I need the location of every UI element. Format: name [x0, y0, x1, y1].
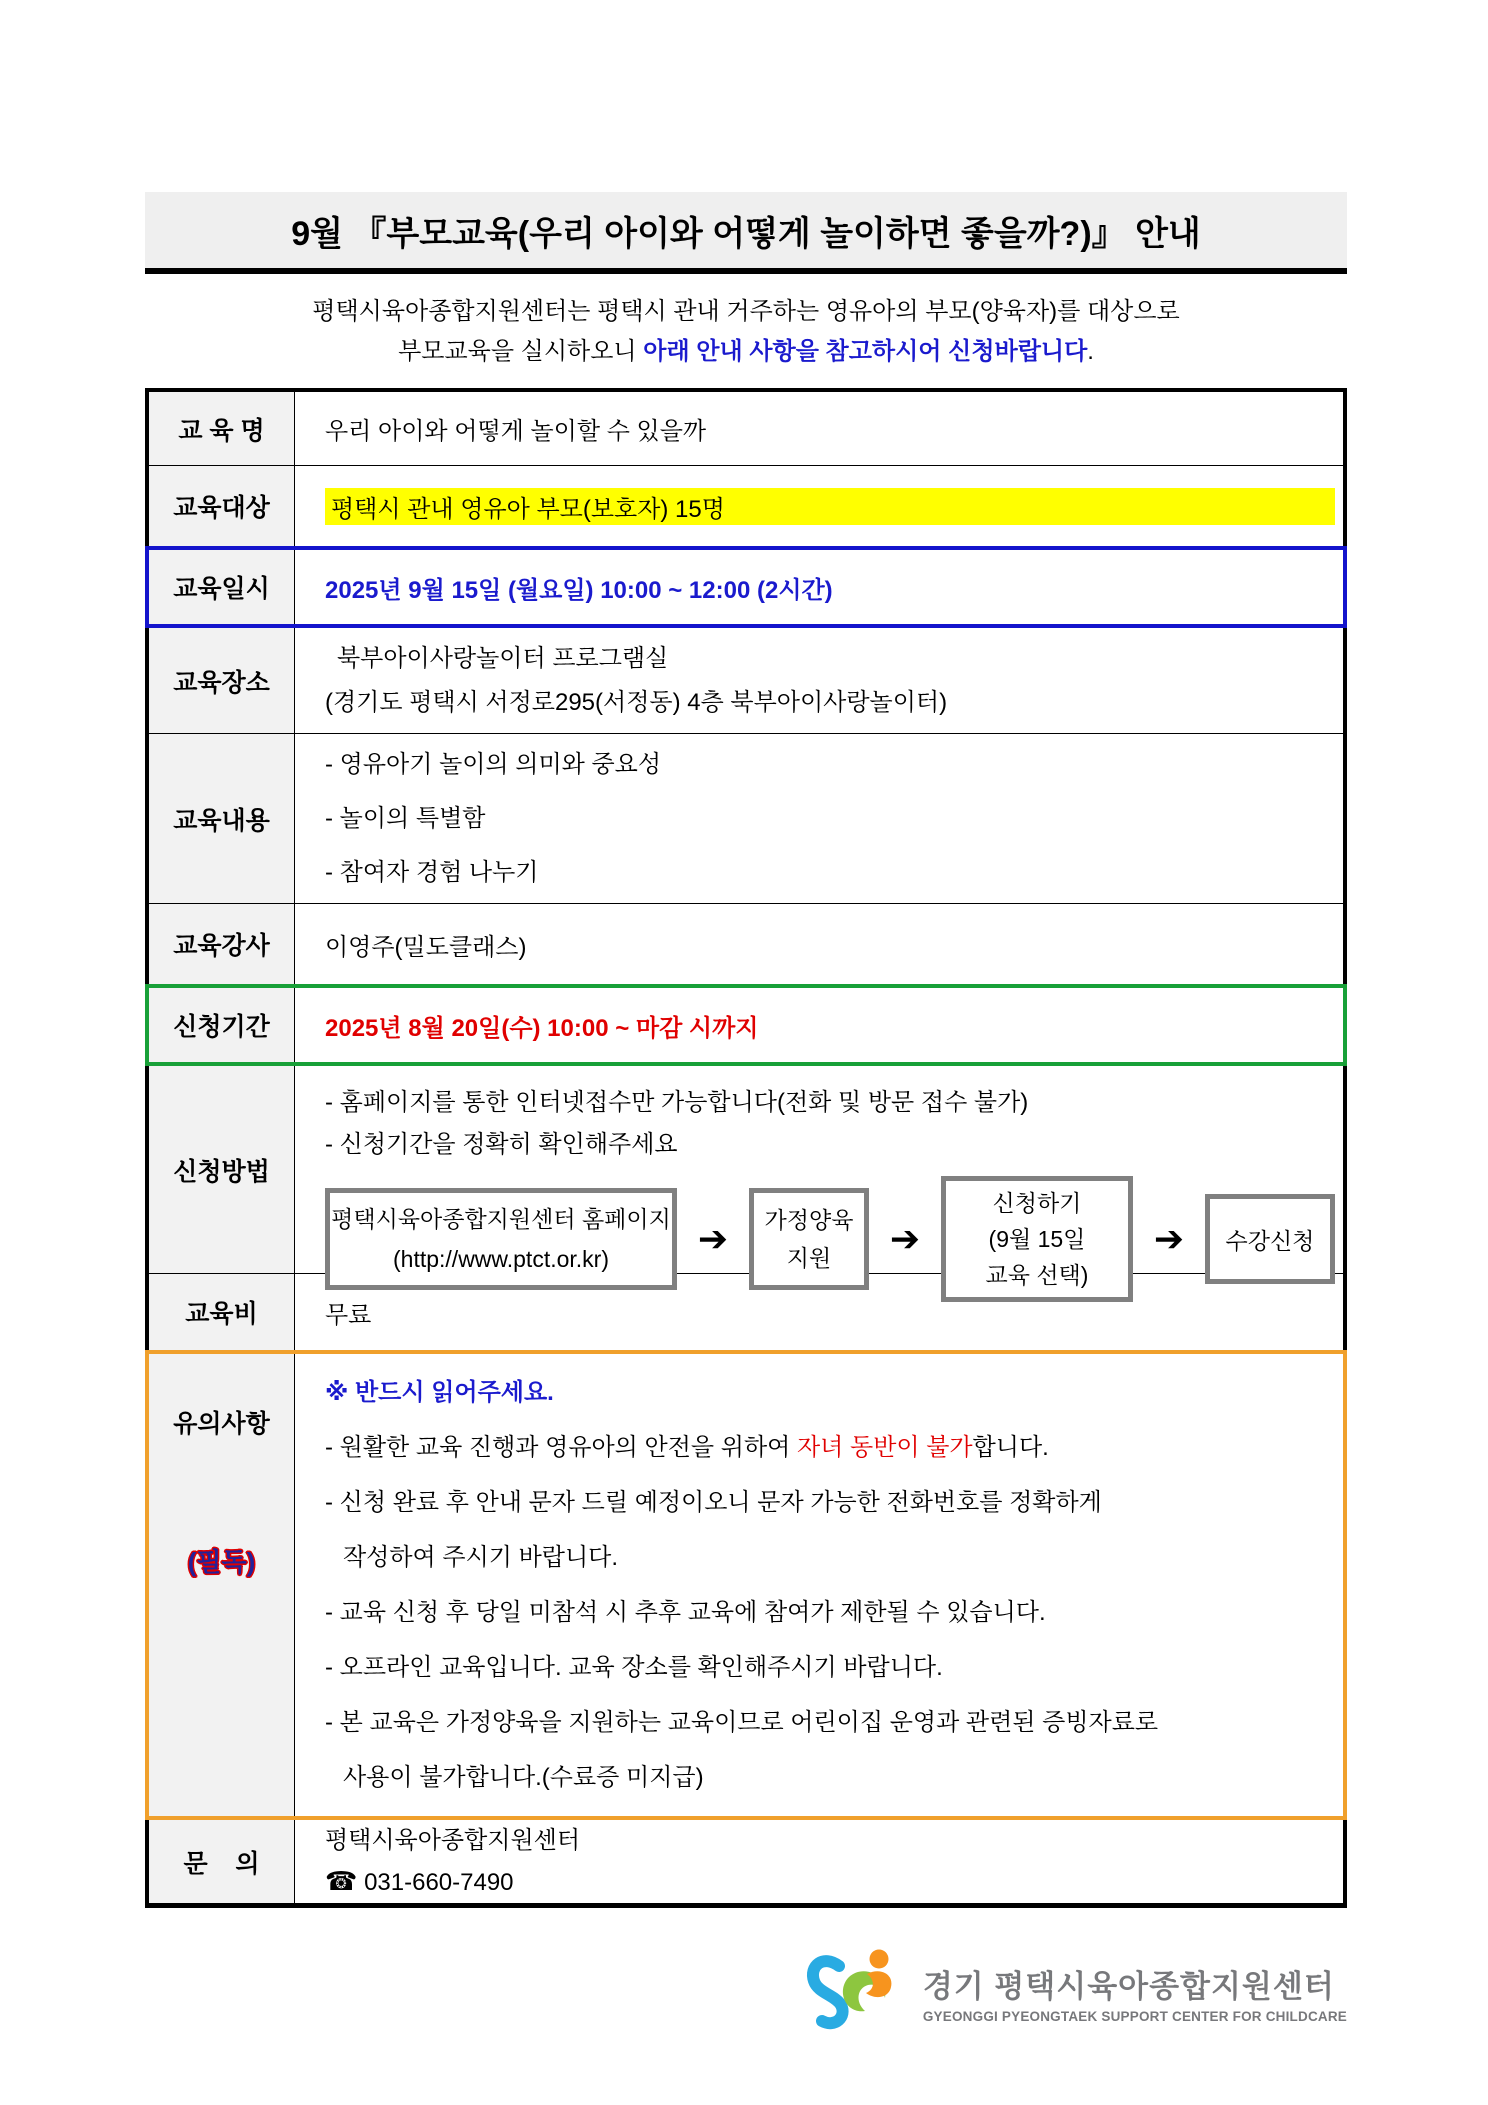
place-line-1: 북부아이사랑놀이터 프로그램실	[337, 644, 669, 672]
intro-line-2	[145, 332, 1347, 372]
intro-line-2-prefix: 부모교육을 실시하오니	[398, 338, 644, 365]
caution-item-2: - 신청 완료 후 안내 문자 드릴 예정이오니 문자 가능한 전화번호를 정확하게	[325, 1489, 1102, 1516]
table-row-content	[145, 734, 1347, 904]
row-label-contact: 문 의	[149, 1820, 295, 1903]
contact-phone-number: 031-660-7490	[364, 1868, 514, 1896]
arrow-right-icon: ➔	[1153, 1218, 1185, 1259]
table-row-contact	[145, 1820, 1347, 1908]
flow-step3-line3: 교육 선택)	[985, 1262, 1089, 1288]
caution-item-2-continued: 작성하여 주시기 바랍니다.	[343, 1544, 619, 1571]
education-name-value: 우리 아이와 어떻게 놀이할 수 있을까	[325, 418, 707, 445]
contact-phone-line	[325, 1861, 1335, 1903]
place-line-2: (경기도 평택시 서정로295(서정동) 4층 북부아이사랑놀이터)	[325, 688, 948, 716]
table-row-education-name	[145, 388, 1347, 466]
caution-must-read-badge: (필독)	[187, 1547, 256, 1577]
table-row-datetime	[145, 546, 1347, 628]
fee-value: 무료	[325, 1301, 372, 1329]
caution-item-4: - 오프라인 교육입니다. 교육 장소를 확인해주시기 바랍니다.	[325, 1654, 943, 1681]
table-row-target	[145, 466, 1347, 546]
row-label-period: 신청기간	[149, 988, 295, 1062]
page-title-text: 9월 『부모교육(우리 아이와 어떻게 놀이하면 좋을까?)』 안내	[291, 214, 1201, 253]
caution-item-3: - 교육 신청 후 당일 미참석 시 추후 교육에 참여가 제한될 수 있습니다.	[325, 1599, 1046, 1626]
intro-line-1	[145, 292, 1347, 332]
caution-item-1	[325, 1420, 1335, 1475]
table-row-place	[145, 628, 1347, 734]
row-label-method: 신청방법	[149, 1066, 295, 1273]
footer-logo	[145, 1944, 1347, 2041]
education-name-cell	[295, 392, 1343, 465]
center-logo-text	[923, 1961, 1347, 2024]
intro-line-2-emphasis: 아래 안내 사항을 참고하시어 신청바랍니다	[643, 338, 1088, 365]
row-label-target: 교육대상	[149, 466, 295, 546]
flow-step-enroll	[1205, 1194, 1335, 1284]
method-cell	[295, 1066, 1343, 1288]
table-row-method	[145, 1066, 1347, 1288]
target-cell	[295, 466, 1343, 546]
flow-step2-line2: 지원	[786, 1245, 832, 1271]
arrow-right-icon: ➔	[697, 1218, 729, 1259]
caution-item-5: - 본 교육은 가정양육을 지원하는 교육이므로 어린이집 운영과 관련된 증빙자료로	[325, 1709, 1159, 1736]
content-item: - 참여자 경험 나누기	[325, 858, 539, 886]
period-cell	[295, 988, 1343, 1062]
row-label-place: 교육장소	[149, 628, 295, 733]
caution-headline: ※ 반드시 읽어주세요.	[325, 1379, 554, 1406]
caution-item-1-pre: - 원활한 교육 진행과 영유아의 안전을 위하여	[325, 1434, 797, 1461]
datetime-value: 2025년 9월 15일 (월요일) 10:00 ~ 12:00 (2시간)	[325, 576, 833, 604]
caution-cell	[295, 1354, 1343, 1816]
contact-org: 평택시육아종합지원센터	[325, 1826, 581, 1854]
page-title	[145, 192, 1347, 274]
fee-cell	[295, 1274, 1343, 1350]
period-value: 2025년 8월 20일(수) 10:00 ~ 마감 시까지	[325, 1014, 759, 1042]
row-label-instructor: 교육강사	[149, 904, 295, 984]
content-item: - 놀이의 특별함	[325, 804, 486, 832]
caution-item-5-continued: 사용이 불가합니다.(수료증 미지급)	[343, 1764, 704, 1791]
flow-step-homepage-url: (http://www.ptct.or.kr)	[393, 1246, 609, 1272]
table-row-period	[145, 984, 1347, 1066]
target-value-highlighted: 평택시 관내 영유아 부모(보호자) 15명	[325, 488, 1335, 525]
center-logo-korean-name: 경기 평택시육아종합지원센터	[922, 1969, 1335, 2004]
phone-icon: ☎	[325, 1865, 358, 1896]
center-logo-english-name: GYEONGGI PYEONGTAEK SUPPORT CENTER FOR CHILDCARE	[922, 2009, 1347, 2024]
flow-step2-line1: 가정양육	[764, 1207, 854, 1233]
content-cell	[295, 734, 1343, 903]
place-cell	[295, 628, 1343, 733]
row-label-content: 교육내용	[149, 734, 295, 903]
table-row-instructor	[145, 904, 1347, 984]
flow-step-homepage-line1: 평택시육아종합지원센터 홈페이지	[331, 1206, 671, 1232]
instructor-value: 이영주(밀도클래스)	[325, 933, 527, 961]
table-row-fee	[145, 1274, 1347, 1350]
contact-cell	[295, 1820, 1343, 1903]
table-row-caution	[145, 1350, 1347, 1820]
intro-line-1-text: 평택시육아종합지원센터는 평택시 관내 거주하는 영유아의 부모(양육자)를 대상으로	[312, 298, 1180, 325]
flow-step3-line1: 신청하기	[992, 1190, 1082, 1216]
method-note: - 홈페이지를 통한 인터넷접수만 가능합니다(전화 및 방문 접수 불가)	[325, 1089, 1029, 1116]
intro-paragraph	[145, 292, 1347, 372]
method-note: - 신청기간을 정확히 확인해주세요	[325, 1131, 678, 1158]
row-label-fee: 교육비	[149, 1274, 295, 1350]
content-item: - 영유아기 놀이의 의미와 중요성	[325, 750, 662, 778]
row-label-caution	[149, 1354, 295, 1816]
instructor-cell	[295, 904, 1343, 984]
row-label-education-name: 교 육 명	[149, 392, 295, 465]
center-logo-mark-icon	[805, 1944, 909, 2041]
row-label-datetime: 교육일시	[149, 550, 295, 624]
flow-step3-line2: (9월 15일	[988, 1226, 1086, 1252]
arrow-right-icon: ➔	[889, 1218, 921, 1259]
datetime-cell	[295, 550, 1343, 624]
info-table	[145, 388, 1347, 1908]
caution-item-1-post: 합니다.	[972, 1434, 1049, 1461]
intro-line-2-suffix: .	[1087, 338, 1094, 365]
flow-step4-label: 수강신청	[1225, 1227, 1315, 1254]
caution-label: 유의사항	[173, 1410, 270, 1438]
document-content	[145, 192, 1347, 2041]
caution-item-1-red: 자녀 동반이 불가	[796, 1434, 973, 1461]
